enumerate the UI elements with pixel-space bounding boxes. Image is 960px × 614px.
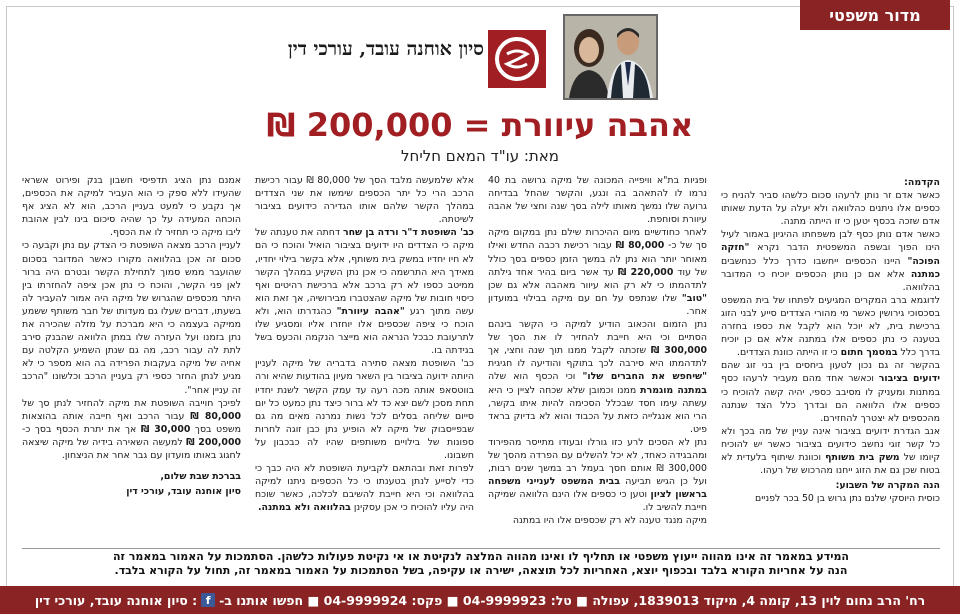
disclaimer-line: המידע במאמר זה אינו מהווה ייעוץ משפטי או תחליף לו ואינו מהווה המלצה לנקיטת או אי נקיטת פעולות כלשהן. הסתמכות על האמור במאמר זה <box>113 550 849 563</box>
article-column-3 <box>255 174 474 546</box>
paragraph: כב' השופטת ד"ר ורדה בן שחר דחתה את טענתה של מיקה כי הצדדים היו ידועים בציבור הואיל והוכח כי הם לא חיו יחדיו במשק בית משותף, אלא בקשר בילוי יחדיו, מאידך היא התרשמה כי אכן נתן השקיע במהלך הקשר ממיטב כספו לא רק ברכב אלא ברכישת רהיטים ואף כיסוי חובות של מיקה שהצטברו מבירושיה, אך זאת הוא עשה מתוך רגע "אהבה עיוורת" כהגדרתו הוא, ולא הוכח כי ציפה שכספים אלו יוחזרו אליו ומסגיע שלו לתרעובת כבכל הנראה הוא מייצר הנקמה והכעס בשל בגידתה בו. <box>255 227 474 357</box>
paragraph: לעניין הרכב מצאה השופטת כי הצדק עם נתן וקבעה כי סכום זה אכן בהלוואה מקורו כאשר המדובר בסכום שהועבר ממש סמוך לתחילת הקשר ובטרם היה ברור לאן פני הקשר, והוכח כי נתן אכן ציפה להחזרתו בין היתר מכספים שהגרוש של מיקה היה אמור להעביר לה בשעתו, דברים שעלו גם מעדותו של חבר משותף ששמע ממיקה בעצמה כי היא מברכת על מזלה שהכירה את נתן בזמנו ועל העזרה שלו במתן הלוואה שהבנק סירב לתת לה עבור רכב, מה גם שנתן השמיע הקלטה עם אחיה של מיקה בעקבות הפרידה בה הוא מספר כי לא מגיע לנתן החזר כספי רק בעניין הרכב וכלשונו "הרכב זה עניין אחר". <box>22 240 241 396</box>
subheading-intro: הקדמה: <box>904 177 940 188</box>
article-column-4 <box>22 174 241 546</box>
divider <box>22 548 940 549</box>
signature-firm: סיון אוחנה עובד, עורכי דין <box>126 486 241 498</box>
footer-address: רח' הרב נחום לוין 13, קומה 4, מיקוד 1839013, עפולה <box>592 592 926 608</box>
paragraph: בהקשר זה גם נכון לטעון ביחסים בין בני זוג שהם ידועים בציבור וכאשר אחד מהם מעביר לרעהו כסף במתנות ומעניק לו מסיבב כספי, יהיה קשה להוכיח כי כספים אלו הלוואה הם ובדרך כלל הצד שנתנה מהכספים לא יצטרך להחזירם. <box>721 360 940 424</box>
footer-facebook-name: : סיון אוחנה עובד, עורכי דין <box>34 592 198 608</box>
paragraph: לפיכך חוייבה השופטת את מיקה להחזיר לנתן סך של 80,000 ₪ עבור הרכב ואף חייבה אותה בהוצאות משפט בסך 30,000 ₪ אך את יתרת הכסף בסך כ- 200,000 ₪ למעשה השאירה בידיה של מיקה שיצאה לחגוג באותו מועדון עם גבר אחר את הניצחון. <box>22 397 241 461</box>
signature-greeting: בברכת שבת שלום, <box>160 471 241 483</box>
partners-photo-icon <box>563 14 658 100</box>
paragraph: כאשר אדם זר נותן לרעהו סכום כלשהו סביר להניח כי כספים אלו ניתנים כהלוואה ולא יעלה על הדעת שאותו אדם שזכה בכסף יטען כי זו הייתה מתנה. <box>721 190 940 228</box>
paragraph: נתן לא הסכים לרע כזו גורלו ובעודו מתייסר מהפירוד ומהבגידה כאחד, לא יכל להשלים עם הפרדה מהסך של 300,000 ₪ אותם חסך בעמל רב במשך שנים רבות, ועל כן הגיש תביעה בבית המשפט לענייני משפחה בראשון לציון וטען כי כספים אלו הינם הלוואה שמיקה חייבת להשיב לו. <box>488 436 707 514</box>
footer-separator: ■ <box>307 592 320 608</box>
paragraph: נתן הזמום והכאוב הודיע למיקה כי הקשר בינהם הסתיים וכי היא חייבת להחזיר לו את הסך של 300,000 ₪ שזכתה לקבל ממנו תוך שנה וחצי, אך לתדהמתו היא סירבה לכך בתוקף והודיעה לו חגיגית "שיחפש את החברים שלו" וכי הכסף הוא שלה במתנה מוגמרת ממנו וכמובן שלא שכחה לציין כי היא עשתה עימו חסד שבכלל הסכימה להיות איתו בקשר, הרי הוא אנגלייה כזאת על הכבוד והוא לא בדיוק בראד פיט. <box>488 319 707 435</box>
disclaimer-line: הנה על אחריות הקורא בלבד ובכפוף יוצא, האחריות לכל תוצאה, ישירה או עקיפה, בשל הסתמכות על האמור במאמר זה, תחול על הקורא בלבד. <box>114 564 848 577</box>
disclaimer <box>22 550 940 578</box>
footer-tel: טל: 04-9999923 <box>462 592 572 608</box>
paragraph: ופגיות בת"א וויפייה המכונה של מיקה גרושה בת 40 נרמו לו להתאהב בה ונגע, והקשר שהחל בבדיחה גרועה שלו נמשך מאותו לילה בסך שנה וחצי של אהבה עיוורת וסוחפת. <box>488 175 707 226</box>
paragraph: כאשר אדם נותן כסף לבן משפחתו ההיגיון באמור לעיל הינו הפוך ובשפה המשפטית הדבר נקרא "חזקה הפוכה" היינו הכספים ייחשבו כדרך כלל כנחשבים כמתנה אלא אם כן נותן הכספים יוכיח כי המדובר בהלוואה. <box>721 229 940 293</box>
article-body <box>22 174 940 546</box>
footer-bar <box>0 586 960 614</box>
paragraph: לפרות זאת ובהתאם לקביעת השופטת לא היה כבך כי כדי לסייע לנתן בטענתו כי כל הכספים ניתנו למיקה בהלוואה וכי היא חייבת להשיבם לכלכה, כאשר שוכח היה עליו להוכיח כי אכן עסקינן בהלוואה ולא במתנה. <box>255 463 474 514</box>
firm-name: סיון אוחנה עובד, עורכי דין <box>287 38 484 60</box>
headline: אהבה עיוורת = 200,000 ₪ <box>266 106 694 144</box>
firm-o-logo-icon <box>488 30 546 88</box>
paragraph: מיקה מנגד טענה לא רק שכספים אלו היו במתנה <box>512 515 707 527</box>
footer-separator: ■ <box>446 592 459 608</box>
footer-facebook-prompt: חפשו אותנו ב- <box>219 592 304 608</box>
article-column-2 <box>488 174 707 546</box>
section-tab: מדור משפטי <box>800 0 950 30</box>
subheading-case: הנה המקרה של השבוע: <box>835 480 940 492</box>
paragraph: כב' השופטת מצאה סתירה בדבריה של מיקה לעניין היותה ידועה בציבור בין השאר מעיון בהודעות שהיא ורה בווטסאפ אותה מכה רעה עד עמק הקשר לשנת יחדיו תחת מסכן לשם יצא כד לא ברור כיצד נתן כמעט כל יום סייום שליחה בסלים לכל נשות נמרנה מאים מה גם שבפייסבוק של מיקה לא הופיע נתן כבן זוגה לחרות ספונות של בילויים משותפים שהיו לה כבכבון על חשבונו. <box>255 358 474 461</box>
footer-fax: פקס: 04-9999924 <box>323 592 443 608</box>
paragraph: לאחר כחודשיים מיום ההיכרות שילם נתן במקום מיקה סך של כ- 80,000 ₪ עבור רכישת רכבה החדש ואילו מאוחר יותר הוא נתן לה במשך הזמן כספים בסך כולל של עוד 220,000 ₪ עד אשר ביום בהיר אחד גילתה לתדהמתו כי לא רק הוא עיוור מאהבה אלא גם שכן "טוב" שלו שנתפס על חם עם מיקה בבילוי במועדון אחר. <box>488 227 707 317</box>
paragraph: אמנם נתן הציג תדפיסי חשבון בנק ופירוט אשראי שהעידו ללא ספק כי הוא העביר למיקה את הכספים, אך נקבע כי למעט בעניין הרכב, הוא לא הציג אף הוכחה המעידה על כך שהיה סיכום בינו לבין אהובת ליבו מיקה כי תחזיר לו את הכסף. <box>22 175 241 239</box>
paragraph: כוסית היוסקי שלנם נתן גרוש בן 50 בכר לפניים <box>754 493 940 505</box>
paragraph: אלא שלמעשה מלבד הסך של 80,000 ₪ עבור רכישת הרכב הרי כל יתר הכספים שימשו את שני הצדדים במהלך הקשר שלהם אותו הגדירה כידועים בציבור לשיטתה. <box>255 175 474 226</box>
paragraph: לדוגמא ברב המקרים המגיעים לפתחו של בית המשפט בסכסוכי גירושין כאשר מי מהורי הצדדים סייע לבני הזוג ברכישת בית, לא יוכל הוא לקבל את כספו בחזרה בטענה כי נתן כספים אלו במתנה אלא אם כן יוכיח בדרך כלל במסמך חתום כי זו הייתה כוונת הצדדים. <box>721 294 940 359</box>
paragraph: אנב הגדרת ידועים בציבור אינה עניין של מה בכך ולא כל קשר זוגי נחשב כידועים בציבור כאשר יש להוכיח קיומו של משק בית משותף וכוונת שיתוף בלעדית לא בטוח שכן גם את הזוג ייחנו מהרכוש של רעהו. <box>721 425 940 477</box>
footer-separator: ■ <box>576 592 588 608</box>
facebook-icon[interactable]: f <box>201 593 215 607</box>
article-column-1 <box>721 174 940 546</box>
byline: מאת: עו"ד המאם חליחל <box>401 147 559 165</box>
